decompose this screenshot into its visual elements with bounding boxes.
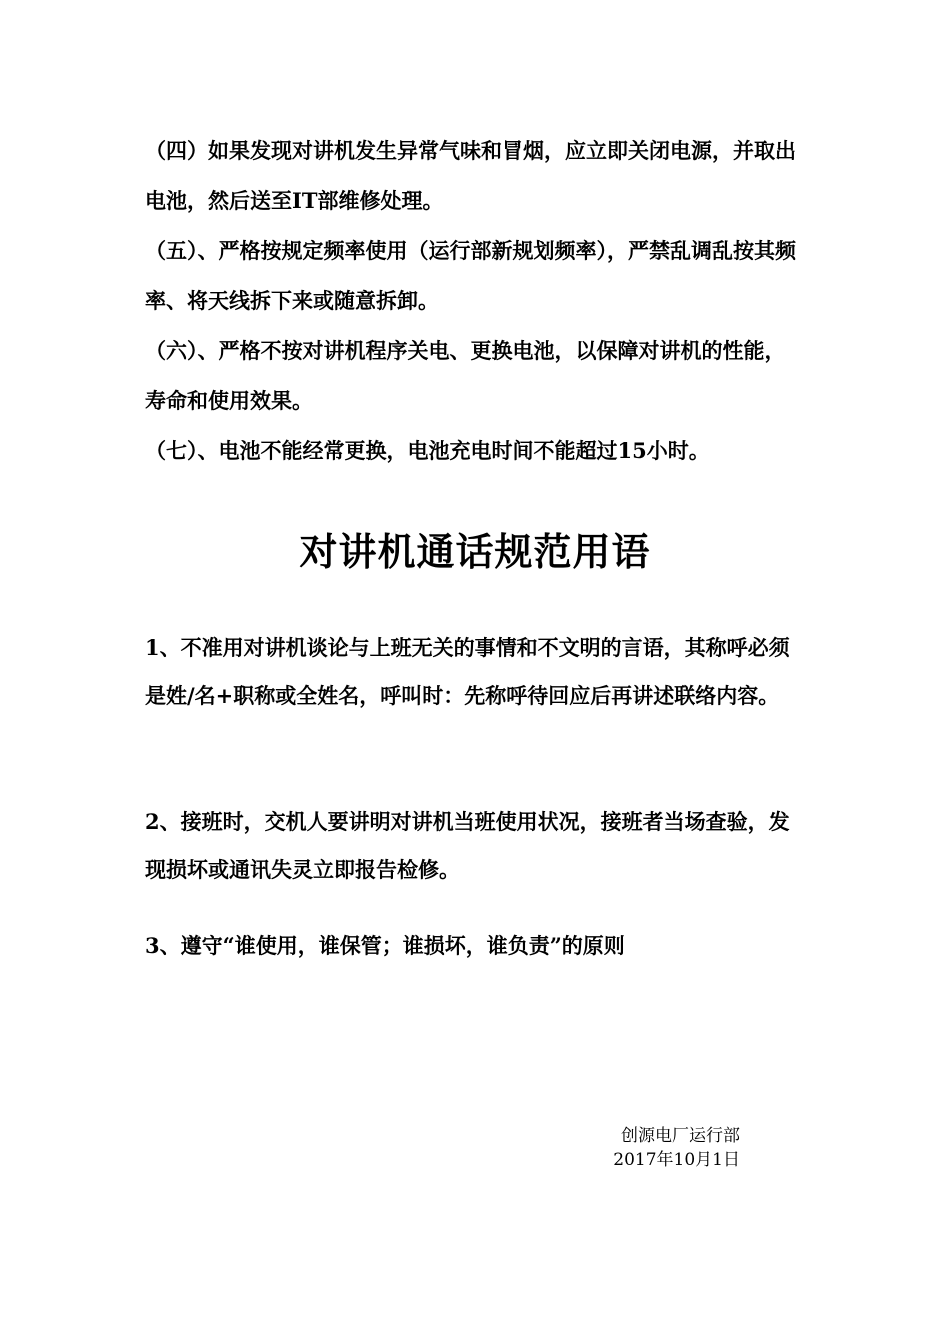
signature-block [560,1124,740,1172]
rule-item-six: （六）、严格不按对讲机程序关电、更换电池，以保障对讲机的性能，寿命和使用效果。 [145,338,786,413]
phrase-rule-two: 2、接班时，交机人要讲明对讲机当班使用状况，接班者当场查验，发现损坏或通讯失灵立即报告检修。 [145,809,790,882]
rule-item-five: （五）、严格按规定频率使用（运行部新规划频率），严禁乱调乱按其频率、将天线拆下来或随意拆卸。 [145,238,796,313]
signature-organization: 创源电厂运行部 [621,1126,740,1146]
rule-item-four: （四）如果发现对讲机发生异常气味和冒烟，应立即关闭电源，并取出电池，然后送至IT部维修处理。 [145,138,796,213]
section-title: 对讲机通话规范用语 [299,529,651,574]
phrase-rule-one: 1、不准用对讲机谈论与上班无关的事情和不文明的言语，其称呼必须是姓/名+职称或全姓名，呼叫时：先称呼待回应后再讲述联络内容。 [145,635,790,708]
signature-date: 2017年10月1日 [613,1150,740,1170]
phrase-rule-three: 3、遵守“谁使用，谁保管；谁损坏，谁负责”的原则 [145,933,625,958]
rule-item-seven: （七）、电池不能经常更换，电池充电时间不能超过15小时。 [145,438,710,463]
